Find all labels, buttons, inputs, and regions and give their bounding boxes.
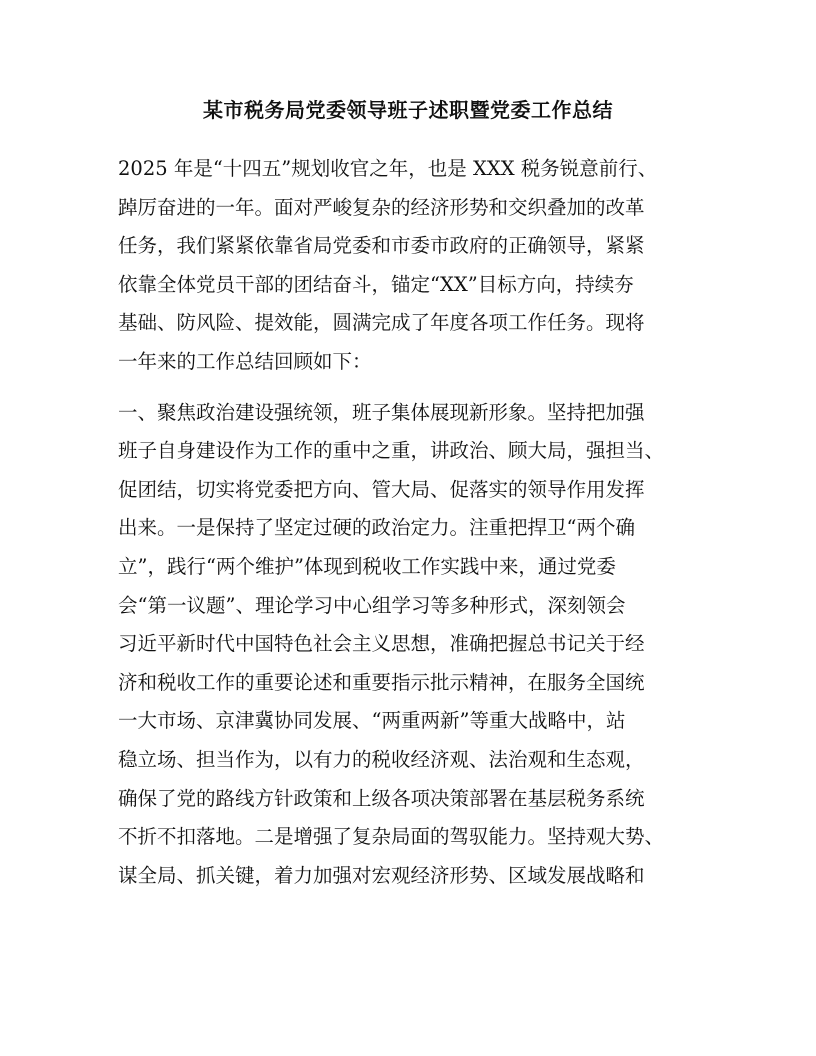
text-line: 确保了党的路线方针政策和上级各项决策部署在基层税务系统: [118, 786, 645, 810]
text-line: 基础、防风险、提效能，圆满完成了年度各项工作任务。现将: [118, 311, 645, 335]
text-line: 促团结，切实将党委把方向、管大局、促落实的领导作用发挥: [118, 477, 645, 501]
paragraph-section-one: [118, 394, 718, 896]
text-line: 济和税收工作的重要论述和重要指示批示精神，在服务全国统: [118, 670, 645, 694]
text-line: 班子自身建设作为工作的重中之重，讲政治、顾大局，强担当、: [118, 439, 665, 463]
text-line: 一年来的工作总结回顾如下：: [118, 349, 372, 373]
text-line: 稳立场、担当作为，以有力的税收经济观、法治观和生态观，: [118, 747, 645, 771]
text-line: 谋全局、抓关键，着力加强对宏观经济形势、区域发展战略和: [118, 863, 645, 887]
text-line: 习近平新时代中国特色社会主义思想，准确把握总书记关于经: [118, 632, 645, 656]
text-line: 出来。一是保持了坚定过硬的政治定力。注重把捍卫“两个确: [118, 516, 635, 540]
text-line: 任务，我们紧紧依靠省局党委和市委市政府的正确领导，紧紧: [118, 234, 645, 258]
text-line: 立”，践行“两个维护”体现到税收工作实践中来，通过党委: [118, 554, 616, 578]
text-line: 2025 年是“十四五”规划收官之年，也是 XXX 税务锐意前行、: [118, 157, 658, 180]
text-line: 依靠全体党员干部的团结奋斗，锚定“XX”目标方向，持续夯: [118, 272, 634, 296]
text-line: 会“第一议题”、理论学习中心组学习等多种形式，深刻领会: [118, 593, 626, 617]
text-line: 一大市场、京津冀协同发展、“两重两新”等重大战略中，站: [118, 709, 626, 733]
text-line: 不折不扣落地。二是增强了复杂局面的驾驭能力。坚持观大势、: [118, 825, 665, 849]
text-line: 一、聚焦政治建设强统领，班子集体展现新形象。坚持把加强: [118, 400, 645, 424]
text-line: 踔厉奋进的一年。面对严峻复杂的经济形势和交织叠加的改革: [118, 195, 645, 219]
document-title: 某市税务局党委领导班子述职暨党委工作总结: [203, 98, 613, 122]
paragraph-intro: [118, 150, 718, 382]
document-body: [118, 150, 718, 895]
